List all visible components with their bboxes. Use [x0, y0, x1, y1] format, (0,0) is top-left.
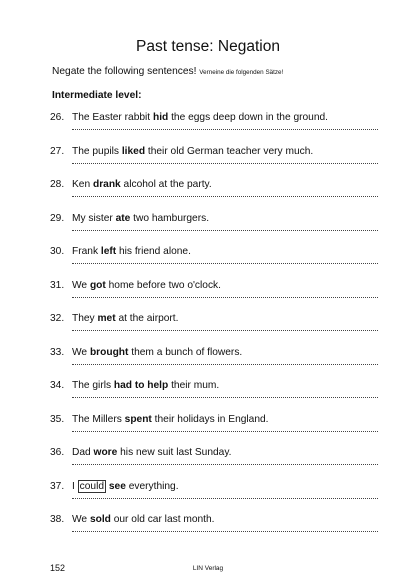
sentence-text: his new suit last Sunday.: [117, 447, 232, 458]
sentence-text: The Millers: [72, 413, 125, 425]
exercise-item: [50, 447, 380, 480]
answer-line[interactable]: [72, 364, 378, 365]
sentence-text: We: [72, 346, 90, 358]
answer-line[interactable]: [72, 196, 378, 197]
item-number: 33.: [50, 346, 65, 358]
sentence-text: We: [72, 514, 90, 525]
exercise-item: [50, 280, 380, 313]
answer-line[interactable]: [72, 397, 378, 398]
answer-line[interactable]: [72, 431, 378, 432]
answer-line[interactable]: [72, 330, 378, 331]
exercise-item: [50, 347, 380, 380]
sentence-text: Ken: [72, 179, 93, 190]
page-number: 152: [50, 563, 66, 573]
sentence-text: the eggs deep down in the ground.: [168, 112, 328, 123]
item-sentence: [72, 447, 232, 458]
item-sentence: [72, 280, 221, 291]
verb-highlight: sold: [89, 514, 111, 525]
sentence-text: The pupils: [72, 145, 122, 157]
answer-line[interactable]: [72, 297, 378, 298]
verb-highlight: brought: [89, 346, 129, 358]
item-number: 36.: [50, 447, 65, 458]
sentence-text: two hamburgers.: [130, 212, 210, 224]
verb-highlight: hid: [152, 112, 169, 123]
item-sentence: [72, 112, 328, 123]
exercise-item: [50, 213, 380, 246]
item-number: 26.: [50, 112, 65, 123]
sentence-text: them a bunch of flowers.: [128, 346, 243, 358]
exercise-item: [50, 179, 380, 212]
item-number: 32.: [50, 313, 65, 324]
exercise-item: [50, 481, 380, 514]
sentence-text: The Easter rabbit: [72, 112, 153, 123]
verb-highlight: drank: [92, 179, 121, 190]
level-heading: Intermediate level:: [52, 90, 142, 101]
sentence-text: our old car last month.: [110, 514, 215, 525]
verb-highlight: met: [97, 313, 116, 324]
item-sentence: [72, 246, 191, 257]
answer-line[interactable]: [72, 464, 378, 465]
sentence-text: their old German teacher very much.: [145, 145, 314, 157]
answer-line[interactable]: [72, 129, 378, 130]
sentence-text: home before two o'clock.: [105, 279, 221, 291]
item-number: 30.: [50, 246, 65, 257]
item-number: 31.: [50, 279, 65, 291]
sentence-text: Dad: [72, 447, 94, 458]
item-sentence: [72, 213, 209, 224]
sentence-text: his friend alone.: [116, 246, 191, 257]
exercise-item: [50, 146, 380, 179]
answer-line[interactable]: [72, 263, 378, 264]
exercise-item: [50, 414, 380, 447]
answer-line[interactable]: [72, 498, 378, 499]
item-sentence: [72, 380, 219, 391]
item-sentence: [72, 414, 269, 425]
verb-highlight: spent: [124, 413, 152, 425]
item-sentence: [72, 313, 178, 324]
instruction: [52, 66, 283, 77]
exercise-item: [50, 246, 380, 279]
instruction-english: Negate the following sentences!: [52, 66, 197, 77]
verb-highlight: liked: [121, 145, 146, 157]
sentence-text: We: [72, 279, 90, 291]
publisher: LIN Verlag: [192, 565, 224, 572]
answer-line[interactable]: [72, 531, 378, 532]
verb-highlight: wore: [93, 447, 118, 458]
item-number: 38.: [50, 514, 65, 525]
item-number: 35.: [50, 413, 65, 425]
sentence-text: their holidays in England.: [151, 413, 269, 425]
exercise-item: [50, 514, 380, 547]
item-sentence: [72, 480, 179, 493]
sentence-text: They: [72, 313, 98, 324]
item-number: 29.: [50, 212, 65, 224]
verb-highlight: left: [100, 246, 117, 257]
item-number: 34.: [50, 380, 65, 391]
sentence-text: alcohol at the party.: [120, 179, 212, 190]
item-number: 37.: [50, 480, 65, 492]
page-title: Past tense: Negation: [136, 38, 280, 55]
sentence-text: Frank: [72, 246, 101, 257]
verb-highlight: got: [89, 279, 106, 291]
item-number: 28.: [50, 179, 65, 190]
exercise-item: [50, 112, 380, 145]
item-sentence: [72, 347, 242, 358]
sentence-text: their mum.: [168, 380, 220, 391]
exercise-item: [50, 313, 380, 346]
verb-highlight: see: [108, 480, 126, 492]
sentence-text: at the airport.: [115, 313, 179, 324]
item-sentence: [72, 179, 212, 190]
answer-line[interactable]: [72, 163, 378, 164]
sentence-text: The girls: [72, 380, 114, 391]
verb-highlight: ate: [115, 212, 131, 224]
answer-line[interactable]: [72, 230, 378, 231]
sentence-text: My sister: [72, 212, 116, 224]
item-number: 27.: [50, 145, 65, 157]
boxed-word: could: [79, 480, 105, 492]
exercise-item: [50, 380, 380, 413]
instruction-german: Verneine die folgenden Sätze!: [199, 69, 284, 76]
sentence-text: everything.: [125, 480, 179, 492]
item-sentence: [72, 514, 215, 525]
item-sentence: [72, 146, 313, 157]
sentence-text: I: [72, 480, 78, 492]
verb-highlight: had to help: [113, 380, 169, 391]
